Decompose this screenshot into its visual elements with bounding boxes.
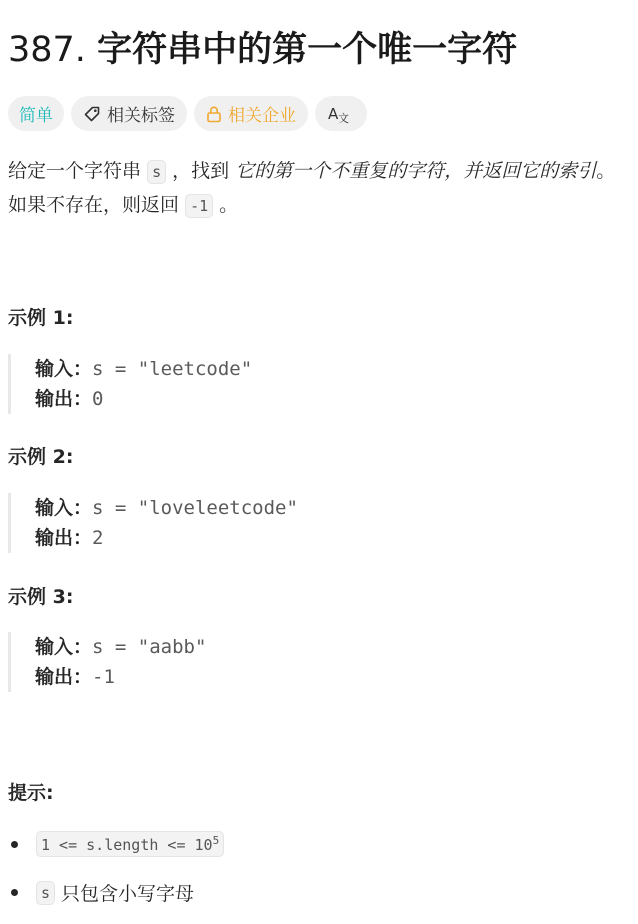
output-value: -1 <box>92 666 115 688</box>
related-topics-button[interactable] <box>71 96 187 131</box>
problem-title <box>8 26 517 74</box>
input-value: s = "aabb" <box>92 636 207 658</box>
output-label: 输出： <box>35 388 93 410</box>
difficulty-badge[interactable] <box>8 96 64 131</box>
svg-text:文: 文 <box>338 111 349 124</box>
output-label: 输出： <box>35 527 93 549</box>
problem-number: 387. <box>8 30 86 70</box>
constraint-code: 1 <= s.length <= $10^5$ <box>36 831 224 857</box>
problem-name: 字符串中的第一个唯一字符 <box>97 30 518 70</box>
svg-text:A: A <box>328 104 339 123</box>
lock-icon <box>206 105 222 123</box>
input-value: s = "loveleetcode" <box>92 497 298 519</box>
difficulty-label: 简单 <box>19 106 53 126</box>
example-1-title: 示例 1: <box>8 307 74 329</box>
constraint-code: s <box>36 881 55 905</box>
example-2-title: 示例 2: <box>8 446 74 468</box>
input-label: 输入： <box>35 358 93 380</box>
translate-button[interactable] <box>315 96 367 131</box>
example-3-block <box>8 632 608 692</box>
output-value: 2 <box>92 527 104 549</box>
example-2-block <box>8 493 608 553</box>
example-3-title: 示例 3: <box>8 586 74 608</box>
tag-bar <box>8 96 367 131</box>
tag-icon <box>83 105 101 123</box>
constraint-item-1 <box>8 831 224 857</box>
bullet <box>11 889 18 896</box>
input-label: 输入： <box>35 497 93 519</box>
related-companies-label: 相关企业 <box>228 106 296 126</box>
example-1-block <box>8 354 608 414</box>
constraint-text: 只包含小写字母 <box>61 883 195 905</box>
translate-icon <box>327 104 349 124</box>
bullet <box>11 841 18 848</box>
emphasis-text: 它的第一个不重复的字符，并返回它的索引 <box>235 160 597 182</box>
constraints-title: 提示: <box>8 782 54 804</box>
constraint-item-2 <box>8 879 194 906</box>
input-label: 输入： <box>35 636 93 658</box>
inline-code-neg-one: -1 <box>185 194 213 218</box>
related-topics-label: 相关标签 <box>107 106 175 126</box>
output-label: 输出： <box>35 666 93 688</box>
inline-code-s: s <box>147 160 166 184</box>
input-value: s = "leetcode" <box>92 358 253 380</box>
related-companies-button[interactable] <box>194 96 308 131</box>
problem-description: 给定一个字符串 s ，找到 它的第一个不重复的字符，并返回它的索引。如果不存在，则返回 -1 。 <box>8 160 616 216</box>
output-value: 0 <box>92 388 104 410</box>
